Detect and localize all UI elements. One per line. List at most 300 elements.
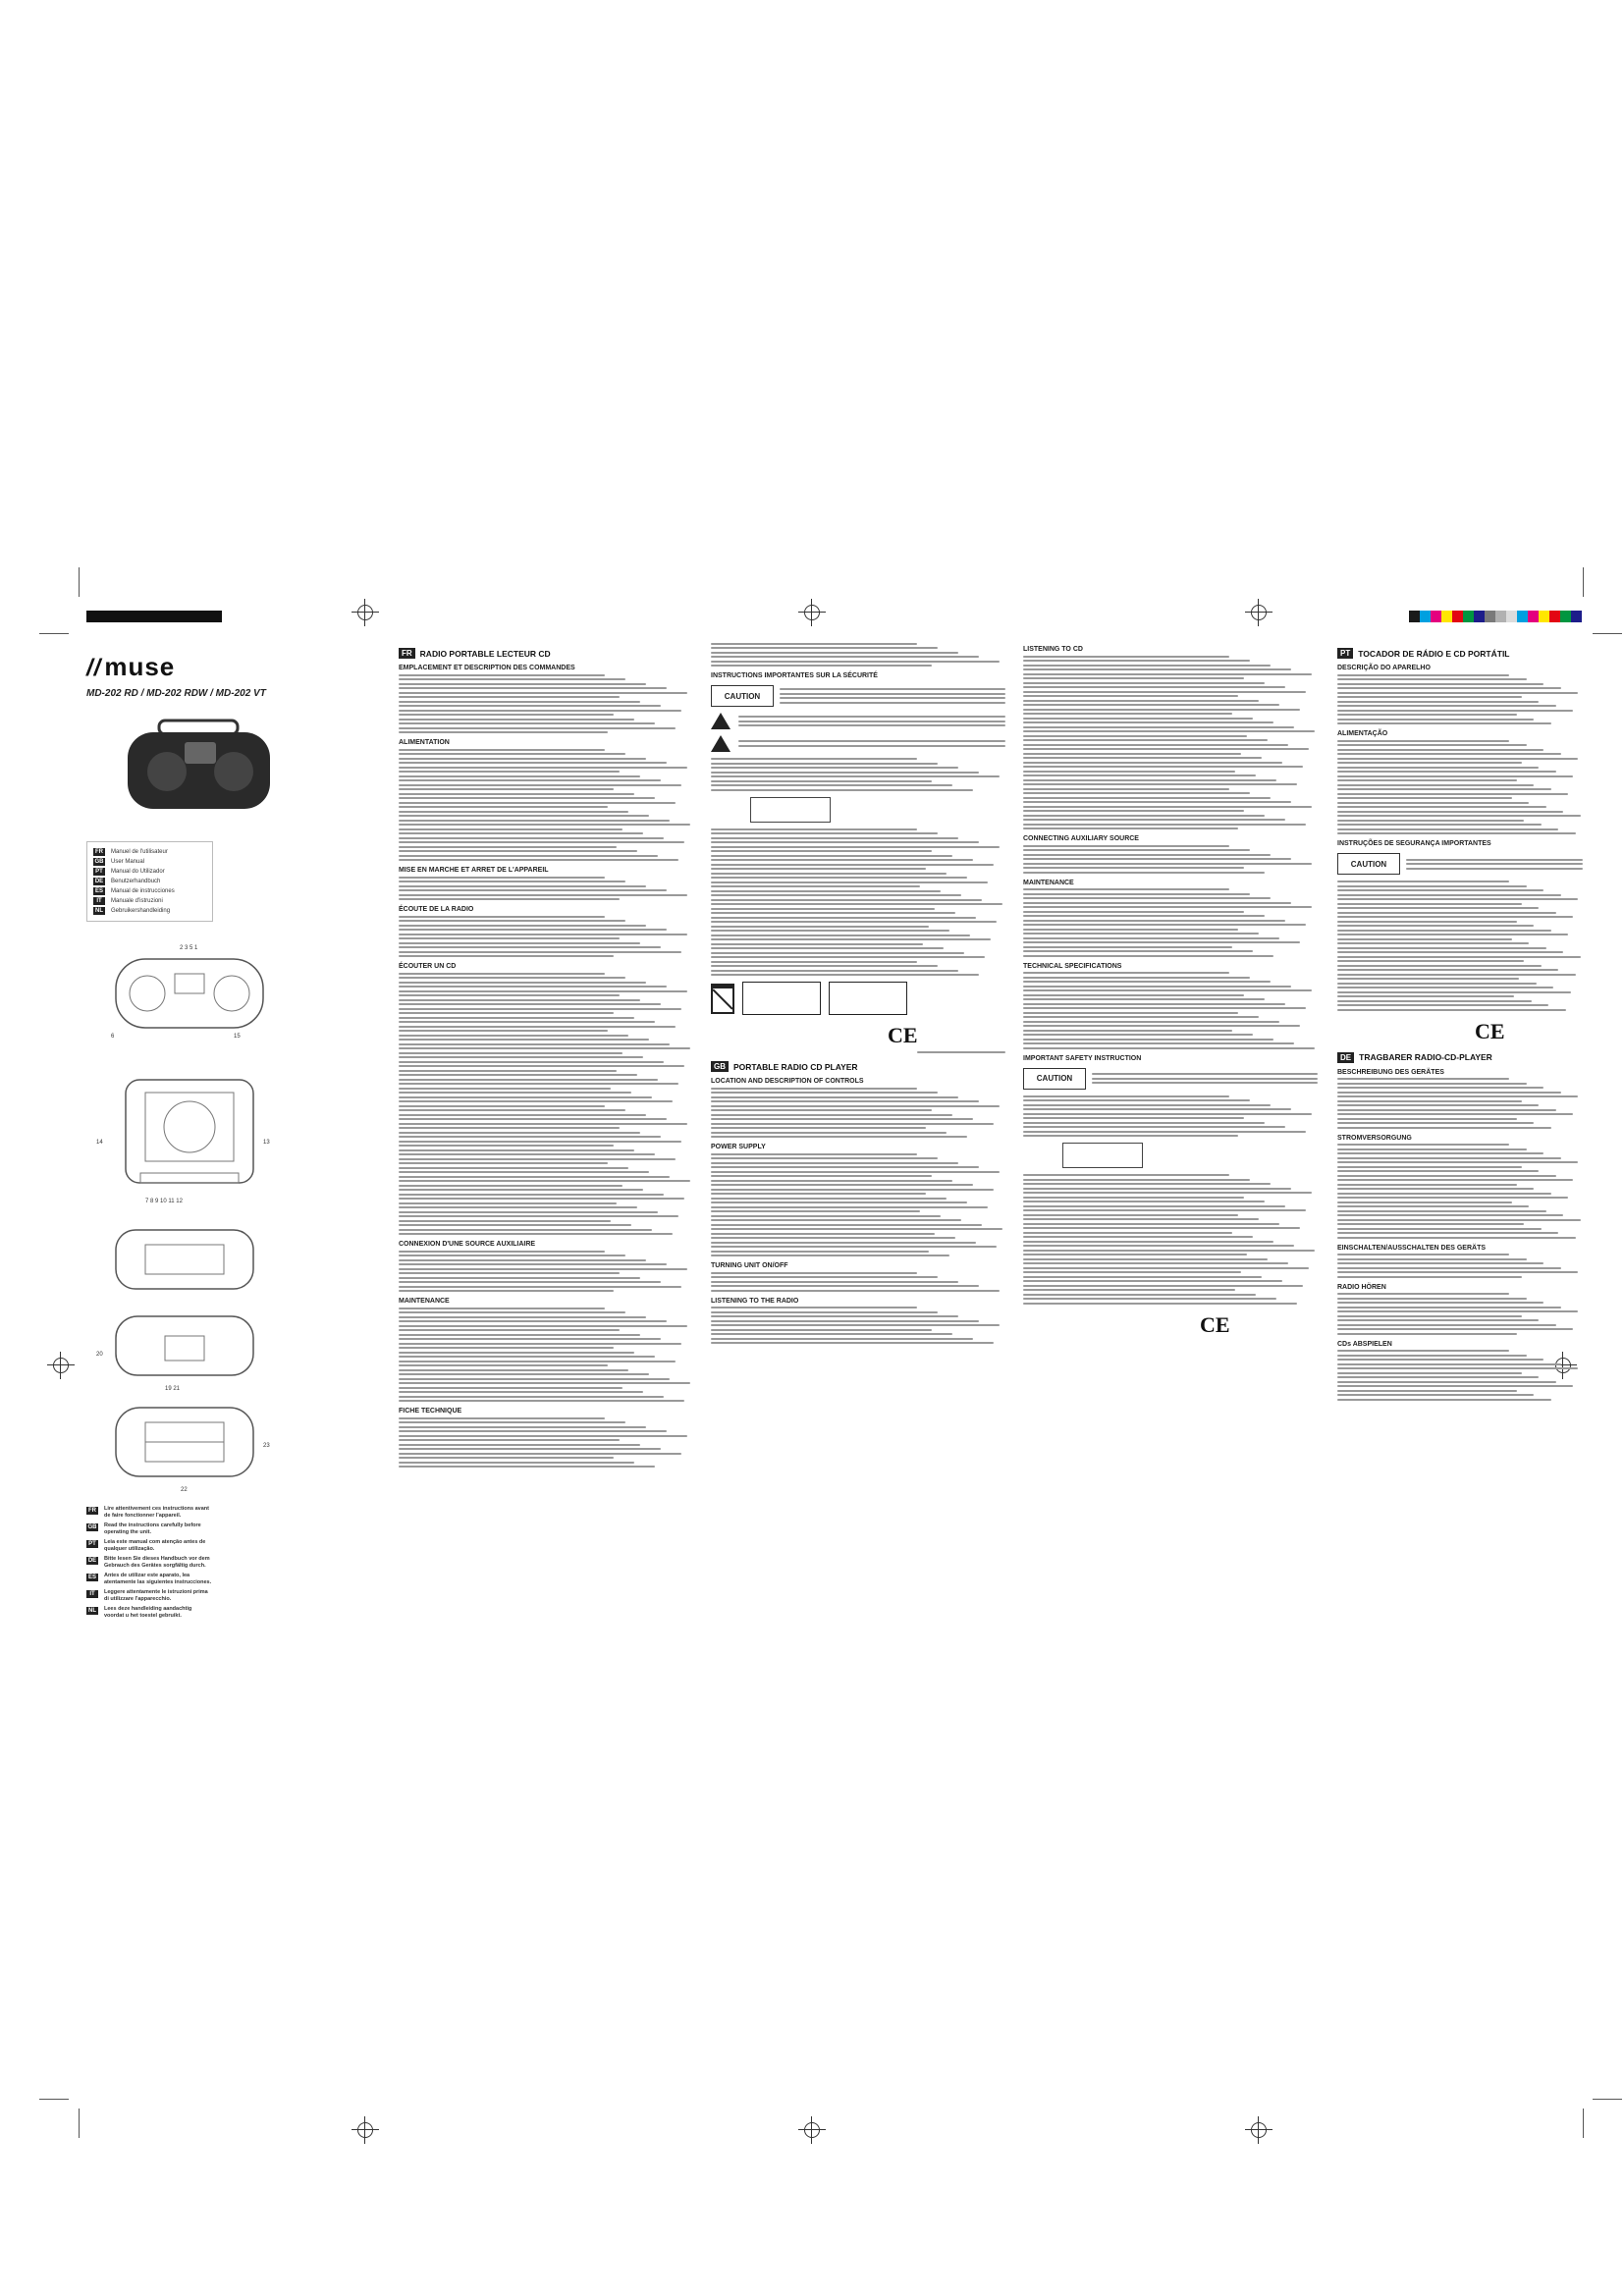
text-line — [1337, 1144, 1509, 1146]
text-line — [1023, 1289, 1235, 1291]
text-line — [399, 946, 661, 948]
device-photo — [98, 713, 295, 821]
text-line — [1023, 691, 1306, 693]
text-line — [1337, 930, 1551, 932]
text-line — [711, 758, 917, 760]
battery-compartment-diagram — [86, 1403, 283, 1496]
text-line — [399, 678, 625, 680]
language-label: Manual de instrucciones — [111, 888, 175, 894]
text-line — [1337, 1310, 1578, 1312]
ce-mark: CE — [888, 1023, 918, 1047]
text-line — [1023, 998, 1265, 1000]
text-line — [399, 1065, 684, 1067]
text-line — [399, 937, 620, 939]
svg-text:15: 15 — [234, 1034, 241, 1040]
text-line — [711, 647, 938, 649]
text-line — [1337, 744, 1527, 746]
text-line — [1337, 793, 1568, 795]
text-line — [1337, 978, 1519, 980]
text-line — [711, 1132, 947, 1134]
subheading: MAINTENANCE — [1023, 879, 1074, 886]
text-line — [711, 1166, 979, 1168]
text-line — [711, 1224, 982, 1226]
text-line — [1023, 867, 1244, 869]
text-line — [399, 1457, 614, 1459]
text-line — [1023, 1267, 1309, 1269]
registration-mark — [352, 2116, 379, 2144]
text-line — [399, 1109, 625, 1111]
text-line — [1337, 1201, 1512, 1203]
text-line — [399, 951, 681, 953]
french-panel — [399, 640, 693, 2088]
registration-mark — [47, 1352, 75, 1379]
text-line — [711, 1201, 967, 1203]
text-line — [711, 1281, 958, 1283]
text-line — [711, 1215, 941, 1217]
caution-warning — [1337, 853, 1583, 875]
text-line — [399, 1167, 628, 1169]
text-line — [1023, 686, 1285, 688]
text-block — [1023, 888, 1318, 957]
text-line — [399, 1105, 605, 1107]
color-swatch — [1452, 611, 1463, 622]
crop-mark — [39, 2099, 69, 2100]
text-line — [399, 999, 640, 1001]
language-code: DE — [94, 879, 104, 884]
text-line — [711, 1255, 949, 1256]
text-line — [1023, 1280, 1282, 1282]
exclamation-warning-icon — [711, 735, 731, 752]
notice-code: GB — [87, 1524, 97, 1530]
text-line — [399, 683, 646, 685]
text-line — [1023, 1197, 1244, 1199]
text-line — [1023, 660, 1250, 662]
text-line — [711, 841, 979, 843]
text-block — [1023, 972, 1318, 1049]
text-line — [711, 868, 926, 870]
text-line — [399, 1132, 640, 1134]
text-line — [1337, 815, 1581, 817]
text-line — [399, 1356, 655, 1358]
notice-entry — [86, 1606, 381, 1620]
text-line — [1023, 1227, 1300, 1229]
text-line — [1023, 1030, 1232, 1032]
text-line — [399, 1189, 643, 1191]
notice-text: Antes de utilizar este aparato, lea atentamente las siguientes instrucciones. — [104, 1573, 212, 1585]
text-line — [399, 802, 676, 804]
text-line — [711, 1189, 994, 1191]
text-line — [1337, 885, 1527, 887]
text-line — [1337, 1262, 1543, 1264]
text-line — [1337, 1175, 1556, 1177]
svg-text:22: 22 — [181, 1487, 188, 1493]
text-block — [1337, 1144, 1583, 1239]
text-line — [711, 665, 932, 667]
text-block — [399, 1308, 693, 1403]
text-line — [1023, 713, 1232, 715]
text-line — [1337, 1113, 1573, 1115]
language-code: NL — [95, 908, 103, 914]
text-line — [1023, 937, 1279, 939]
subheading: LISTENING TO THE RADIO — [711, 1297, 799, 1305]
text-line — [711, 1180, 952, 1182]
text-line — [399, 784, 681, 786]
text-line — [1023, 946, 1232, 948]
text-line — [399, 1382, 690, 1384]
text-line — [399, 942, 640, 944]
text-line — [711, 767, 958, 769]
language-code: IT — [93, 897, 105, 905]
text-line — [399, 1185, 623, 1187]
text-block — [1337, 881, 1583, 1011]
text-line — [399, 701, 640, 703]
text-line — [399, 1439, 620, 1441]
text-line — [399, 1043, 670, 1045]
text-line — [1337, 969, 1558, 971]
text-line — [399, 1056, 643, 1058]
color-swatch — [1539, 611, 1549, 622]
text-line — [1023, 977, 1250, 979]
text-line — [711, 1311, 938, 1313]
text-line — [399, 1100, 673, 1102]
text-line — [1337, 991, 1571, 993]
text-line — [1337, 1219, 1581, 1221]
text-line — [399, 1417, 605, 1419]
text-line — [711, 1162, 958, 1164]
text-line — [399, 920, 625, 922]
notice-text: Bitte lesen Sie dieses Handbuch vor dem Gebrauch des Gerätes sorgfältig durch. — [104, 1556, 210, 1569]
rear-view-diagram — [86, 1307, 283, 1395]
text-line — [1023, 1021, 1279, 1023]
text-line — [1337, 1228, 1542, 1230]
front-panel-diagram — [86, 930, 283, 1057]
text-line — [399, 1194, 664, 1196]
section-code: DE — [1337, 1052, 1354, 1063]
section-title: TRAGBARER RADIO-CD-PLAYER — [1359, 1052, 1492, 1062]
subheading: EMPLACEMENT ET DESCRIPTION DES COMMANDES — [399, 665, 575, 671]
text-line — [399, 1251, 605, 1253]
text-line — [1337, 1324, 1556, 1326]
language-label: Manuale d'istruzioni — [111, 898, 163, 904]
text-line — [1337, 916, 1573, 918]
text-line — [1023, 929, 1238, 931]
text-line — [1023, 677, 1244, 679]
text-line — [399, 705, 661, 707]
text-block — [711, 758, 1005, 791]
text-line — [711, 1127, 926, 1129]
subheading: CDs ABSPIELEN — [1337, 1340, 1392, 1348]
text-line — [399, 1338, 661, 1340]
text-line — [399, 1435, 687, 1437]
text-line — [399, 1008, 681, 1010]
text-line — [1023, 933, 1259, 934]
text-block — [711, 828, 1005, 977]
svg-text:20: 20 — [96, 1352, 103, 1358]
text-line — [1337, 951, 1563, 953]
subheading: ÉCOUTE DE LA RADIO — [399, 906, 474, 913]
text-line — [1337, 678, 1527, 680]
text-line — [399, 837, 664, 839]
text-line — [1337, 779, 1517, 781]
color-swatch — [1420, 611, 1431, 622]
text-line — [711, 873, 947, 875]
text-line — [1337, 1372, 1522, 1374]
text-line — [1337, 1092, 1561, 1094]
text-line — [1337, 934, 1568, 935]
text-line — [1023, 656, 1229, 658]
caution-label: CAUTION — [1337, 853, 1400, 875]
text-line — [399, 1118, 667, 1120]
text-line — [399, 1448, 661, 1450]
brand-logo: // muse — [86, 652, 176, 681]
text-line — [399, 1141, 681, 1143]
subheading: EINSCHALTEN/AUSSCHALTEN DES GERÄTS — [1337, 1244, 1487, 1252]
text-block — [1337, 1078, 1583, 1129]
text-line — [1023, 1117, 1244, 1119]
caution-warning — [711, 685, 1005, 707]
text-line — [1337, 705, 1556, 707]
text-line — [1337, 1179, 1573, 1181]
text-line — [399, 767, 687, 769]
text-line — [399, 696, 620, 698]
notice-entry — [86, 1589, 381, 1603]
text-line — [711, 1206, 988, 1208]
text-line — [711, 763, 938, 765]
text-line — [1023, 1201, 1265, 1202]
text-line — [711, 1219, 961, 1221]
text-line — [1023, 792, 1250, 794]
svg-text:13: 13 — [263, 1140, 270, 1146]
svg-text:2 3 5 1: 2 3 5 1 — [180, 945, 198, 951]
text-line — [1337, 1315, 1522, 1317]
text-line — [711, 828, 917, 830]
text-line — [1023, 673, 1312, 675]
section-code: PT — [1337, 648, 1353, 659]
text-line — [399, 1039, 649, 1041]
text-line — [1337, 1399, 1551, 1401]
text-line — [1337, 802, 1529, 804]
section-title: PORTABLE RADIO CD PLAYER — [733, 1061, 858, 1072]
text-line — [1337, 1276, 1522, 1278]
text-line — [1023, 783, 1297, 785]
text-line — [1023, 1122, 1265, 1124]
text-line — [711, 789, 973, 791]
text-line — [1337, 753, 1561, 755]
text-block — [1337, 740, 1583, 835]
text-line — [399, 1263, 667, 1265]
text-line — [1023, 845, 1229, 847]
text-line — [1337, 797, 1512, 799]
text-line — [1337, 1118, 1517, 1120]
text-line — [1337, 1127, 1551, 1129]
text-line — [1023, 771, 1235, 773]
ce-mark: CE — [1475, 1018, 1505, 1043]
registration-mark — [352, 599, 379, 626]
text-line — [399, 1211, 658, 1213]
text-line — [1337, 1214, 1563, 1216]
text-line — [1337, 1095, 1578, 1097]
text-line — [1337, 784, 1534, 786]
text-line — [1023, 824, 1306, 826]
text-line — [711, 1100, 979, 1102]
text-line — [1023, 924, 1306, 926]
text-line — [399, 850, 637, 852]
text-line — [1023, 668, 1291, 670]
crop-mark — [1583, 2109, 1584, 2138]
text-line — [399, 1079, 658, 1081]
text-line — [1023, 1104, 1271, 1106]
text-line — [1023, 704, 1279, 706]
registration-mark — [1245, 599, 1272, 626]
language-label: Benutzerhandbuch — [111, 879, 161, 884]
text-line — [399, 1334, 640, 1336]
text-line — [1023, 1179, 1250, 1181]
text-line — [1023, 1254, 1247, 1255]
text-line — [399, 753, 625, 755]
text-line — [1023, 1294, 1256, 1296]
text-line — [1023, 863, 1312, 865]
text-block — [399, 674, 693, 734]
notice-text: Read the instructions carefully before operating the unit. — [104, 1522, 201, 1535]
text-line — [1337, 1232, 1558, 1234]
text-line — [399, 1012, 614, 1014]
warning-symbol-row — [711, 735, 1005, 752]
text-line — [399, 1325, 687, 1327]
text-block — [1337, 674, 1583, 725]
text-line — [399, 1378, 670, 1380]
text-line — [1023, 1250, 1315, 1252]
text-line — [399, 719, 634, 721]
text-line — [399, 1215, 678, 1217]
text-line — [399, 687, 667, 689]
text-line — [1337, 1078, 1509, 1080]
text-line — [711, 881, 988, 883]
color-swatch — [1441, 611, 1452, 622]
color-swatch — [1463, 611, 1474, 622]
text-line — [1337, 1293, 1509, 1295]
section-code: FR — [399, 648, 415, 659]
portuguese-german-panel — [1337, 640, 1583, 2088]
text-line — [1023, 1135, 1238, 1137]
laser-product-label — [750, 797, 831, 823]
section-title: RADIO PORTABLE LECTEUR CD — [419, 648, 551, 659]
text-line — [711, 1242, 976, 1244]
text-line — [711, 837, 958, 839]
subheading: CONNECTING AUXILIARY SOURCE — [1023, 835, 1139, 842]
text-line — [1337, 692, 1578, 694]
text-line — [711, 930, 949, 932]
notice-code: NL — [88, 1608, 96, 1614]
text-line — [1023, 819, 1285, 821]
text-line — [399, 1153, 655, 1155]
text-line — [711, 1123, 994, 1125]
text-line — [1023, 774, 1256, 776]
text-line — [1023, 726, 1294, 728]
text-line — [711, 912, 955, 914]
caution-warning — [1023, 1068, 1318, 1090]
language-label: User Manual — [111, 859, 145, 865]
text-line — [1023, 682, 1265, 684]
text-line — [1023, 1271, 1241, 1273]
text-line — [1337, 1298, 1527, 1300]
text-line — [1023, 1205, 1285, 1207]
text-line — [399, 1220, 611, 1222]
text-line — [399, 824, 690, 826]
subheading: INSTRUCTIONS IMPORTANTES SUR LA SÉCURITÉ — [711, 672, 878, 679]
text-line — [711, 656, 979, 658]
text-line — [711, 1338, 973, 1340]
text-line — [1023, 854, 1271, 856]
text-line — [1337, 806, 1546, 808]
text-line — [711, 1157, 938, 1159]
text-line — [1337, 1258, 1527, 1260]
color-swatch — [1409, 611, 1420, 622]
text-line — [399, 1400, 684, 1402]
text-line — [399, 828, 623, 830]
text-line — [399, 846, 617, 848]
text-line — [1337, 925, 1534, 927]
color-swatch — [1474, 611, 1485, 622]
text-line — [1023, 1214, 1238, 1216]
text-line — [1023, 872, 1265, 874]
text-line — [1337, 762, 1522, 764]
text-block — [711, 1272, 1005, 1292]
notice-entry — [86, 1556, 381, 1570]
subheading: STROMVERSORGUNG — [1337, 1134, 1412, 1142]
text-line — [1337, 1381, 1556, 1383]
text-line — [1023, 1016, 1259, 1018]
text-block — [1337, 1350, 1583, 1401]
color-swatch — [1571, 611, 1582, 622]
text-line — [711, 1228, 1002, 1230]
subheading: CONNEXION D'UNE SOURCE AUXILIAIRE — [399, 1241, 536, 1248]
text-line — [1337, 696, 1522, 698]
notice-code: ES — [87, 1575, 96, 1580]
text-line — [711, 965, 938, 967]
text-line — [1337, 947, 1546, 949]
subheading: FICHE TECHNIQUE — [399, 1408, 462, 1415]
text-line — [1023, 955, 1273, 957]
text-block — [1337, 1254, 1583, 1278]
text-line — [399, 885, 646, 887]
text-line — [711, 903, 1002, 905]
text-line — [711, 832, 938, 834]
text-line — [399, 1003, 661, 1005]
text-line — [1023, 972, 1229, 974]
text-line — [399, 1158, 676, 1160]
color-calibration-strip — [1409, 611, 1582, 622]
text-line — [399, 1462, 634, 1464]
text-line — [399, 973, 605, 975]
subheading: MISE EN MARCHE ET ARRET DE L'APPAREIL — [399, 867, 549, 874]
text-line — [1337, 1237, 1576, 1239]
text-line — [399, 1272, 620, 1274]
text-line — [1337, 1223, 1524, 1225]
subheading: IMPORTANT SAFETY INSTRUCTION — [1023, 1054, 1142, 1062]
text-line — [399, 1021, 655, 1023]
text-line — [1023, 1113, 1312, 1115]
text-line — [399, 788, 614, 790]
text-line — [711, 1324, 1000, 1326]
subheading: MAINTENANCE — [399, 1298, 450, 1305]
text-line — [399, 1083, 678, 1085]
notice-text: Lire attentivement ces instructions avant de faire fonctionner l'appareil. — [104, 1506, 209, 1519]
text-line — [399, 1035, 628, 1037]
text-line — [1337, 1083, 1527, 1085]
text-line — [399, 1074, 637, 1076]
text-line — [711, 947, 944, 949]
text-line — [711, 956, 985, 958]
